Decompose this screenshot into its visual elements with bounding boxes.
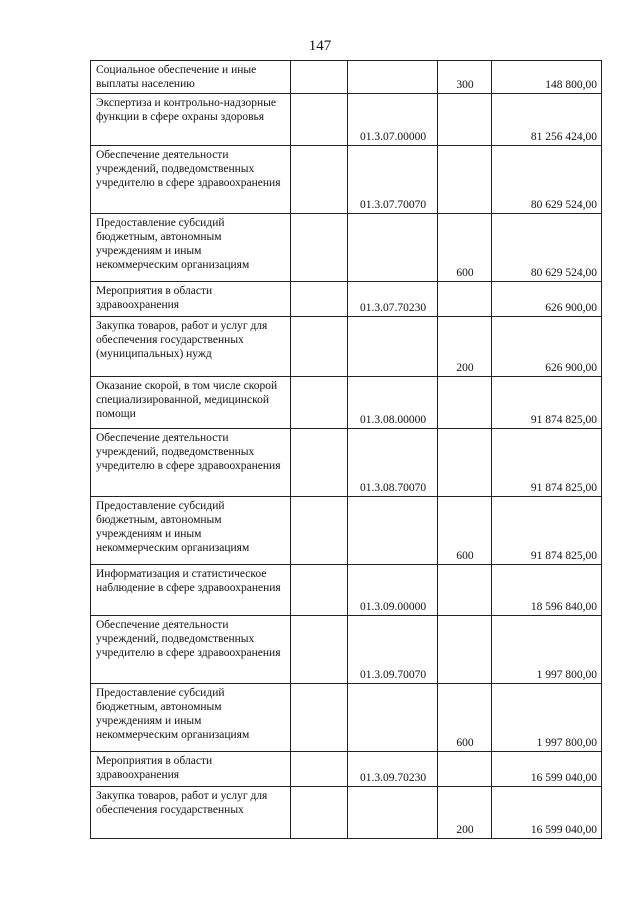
row-amount-cell: 626 900,00 <box>492 317 602 377</box>
row-type-cell: 600 <box>438 497 492 565</box>
table-row <box>91 497 602 565</box>
row-code-cell: 01.3.07.00000 <box>348 94 438 146</box>
row-name-cell: Закупка товаров, работ и услуг для обеспечения государственных (муниципальных) нужд <box>91 317 291 377</box>
table-row <box>91 752 602 787</box>
row-type-cell <box>438 282 492 317</box>
row-empty-cell <box>291 497 348 565</box>
row-code-cell <box>348 787 438 839</box>
row-amount-cell: 148 800,00 <box>492 61 602 94</box>
row-code-cell <box>348 684 438 752</box>
row-name-cell: Социальное обеспечение и иные выплаты населению <box>91 61 291 94</box>
row-amount-cell: 80 629 524,00 <box>492 214 602 282</box>
row-code-cell: 01.3.09.70070 <box>348 616 438 684</box>
row-code-cell <box>348 317 438 377</box>
row-empty-cell <box>291 616 348 684</box>
row-code-cell: 01.3.07.70230 <box>348 282 438 317</box>
row-type-cell: 600 <box>438 214 492 282</box>
row-code-cell <box>348 214 438 282</box>
row-amount-cell: 91 874 825,00 <box>492 377 602 429</box>
row-type-cell: 300 <box>438 61 492 94</box>
table-row <box>91 565 602 616</box>
row-amount-cell: 18 596 840,00 <box>492 565 602 616</box>
row-name-cell: Предоставление субсидий бюджетным, автономным учреждениям и иным некоммерческим организациям <box>91 684 291 752</box>
row-name-cell: Экспертиза и контрольно-надзорные функции в сфере охраны здоровья <box>91 94 291 146</box>
table-row <box>91 282 602 317</box>
table-row <box>91 214 602 282</box>
row-type-cell <box>438 565 492 616</box>
row-empty-cell <box>291 94 348 146</box>
row-empty-cell <box>291 787 348 839</box>
row-amount-cell: 626 900,00 <box>492 282 602 317</box>
row-code-cell: 01.3.09.00000 <box>348 565 438 616</box>
row-type-cell <box>438 616 492 684</box>
row-type-cell <box>438 146 492 214</box>
row-type-cell <box>438 429 492 497</box>
row-name-cell: Мероприятия в области здравоохранения <box>91 752 291 787</box>
row-name-cell: Обеспечение деятельности учреждений, подведомственных учредителю в сфере здравоохранения <box>91 429 291 497</box>
row-name-cell: Предоставление субсидий бюджетным, автономным учреждениям и иным некоммерческим организациям <box>91 497 291 565</box>
row-type-cell: 600 <box>438 684 492 752</box>
row-name-cell: Предоставление субсидий бюджетным, автономным учреждениям и иным некоммерческим организациям <box>91 214 291 282</box>
row-code-cell: 01.3.09.70230 <box>348 752 438 787</box>
table-row <box>91 684 602 752</box>
row-type-cell <box>438 377 492 429</box>
row-amount-cell: 16 599 040,00 <box>492 752 602 787</box>
row-type-cell <box>438 752 492 787</box>
row-amount-cell: 81 256 424,00 <box>492 94 602 146</box>
row-amount-cell: 16 599 040,00 <box>492 787 602 839</box>
row-type-cell <box>438 94 492 146</box>
table-row <box>91 317 602 377</box>
row-empty-cell <box>291 377 348 429</box>
row-amount-cell: 1 997 800,00 <box>492 616 602 684</box>
table-row <box>91 61 602 94</box>
table-row <box>91 429 602 497</box>
row-name-cell: Обеспечение деятельности учреждений, подведомственных учредителю в сфере здравоохранения <box>91 146 291 214</box>
budget-table <box>90 60 602 839</box>
row-amount-cell: 91 874 825,00 <box>492 497 602 565</box>
row-empty-cell <box>291 214 348 282</box>
table-row <box>91 377 602 429</box>
table-row <box>91 94 602 146</box>
row-code-cell: 01.3.08.00000 <box>348 377 438 429</box>
row-name-cell: Информатизация и статистическое наблюдение в сфере здравоохранения <box>91 565 291 616</box>
row-amount-cell: 1 997 800,00 <box>492 684 602 752</box>
row-empty-cell <box>291 146 348 214</box>
row-name-cell: Мероприятия в области здравоохранения <box>91 282 291 317</box>
row-code-cell: 01.3.07.70070 <box>348 146 438 214</box>
row-empty-cell <box>291 317 348 377</box>
row-amount-cell: 80 629 524,00 <box>492 146 602 214</box>
row-empty-cell <box>291 565 348 616</box>
row-empty-cell <box>291 61 348 94</box>
row-empty-cell <box>291 752 348 787</box>
table-row <box>91 616 602 684</box>
row-code-cell: 01.3.08.70070 <box>348 429 438 497</box>
row-code-cell <box>348 61 438 94</box>
table-row <box>91 787 602 839</box>
row-empty-cell <box>291 282 348 317</box>
page-number: 147 <box>308 38 332 54</box>
row-name-cell: Закупка товаров, работ и услуг для обеспечения государственных <box>91 787 291 839</box>
row-name-cell: Обеспечение деятельности учреждений, подведомственных учредителю в сфере здравоохранения <box>91 616 291 684</box>
row-code-cell <box>348 497 438 565</box>
row-empty-cell <box>291 684 348 752</box>
table-row <box>91 146 602 214</box>
row-empty-cell <box>291 429 348 497</box>
row-amount-cell: 91 874 825,00 <box>492 429 602 497</box>
row-type-cell: 200 <box>438 317 492 377</box>
row-name-cell: Оказание скорой, в том числе скорой специализированной, медицинской помощи <box>91 377 291 429</box>
row-type-cell: 200 <box>438 787 492 839</box>
